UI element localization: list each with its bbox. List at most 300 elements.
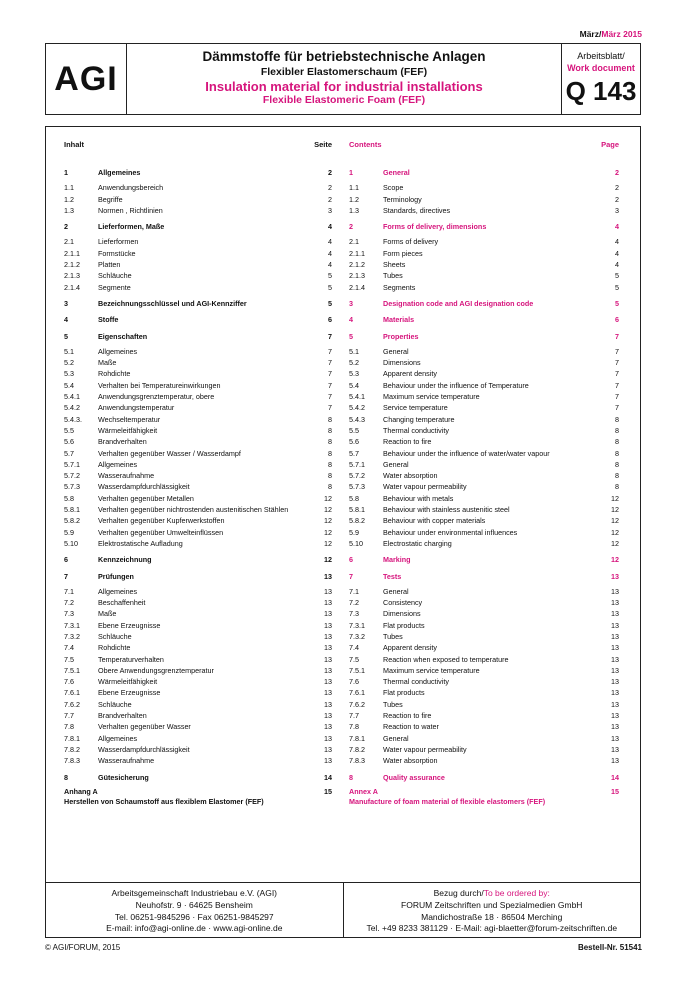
toc-entry-title: Verhalten gegenüber Wasser / Wasserdampf bbox=[98, 448, 241, 458]
toc-entry bbox=[64, 538, 332, 549]
order-by-de: Bezug durch/ bbox=[433, 888, 484, 898]
toc-section-heading bbox=[64, 331, 332, 342]
toc-header-en bbox=[349, 140, 619, 162]
toc-entry bbox=[64, 380, 332, 391]
toc-entry-title: Anwendungsgrenztemperatur, obere bbox=[98, 392, 215, 402]
toc-entry-page: 7 bbox=[328, 358, 332, 368]
toc-entry-page: 4 bbox=[615, 237, 619, 247]
toc-header-de bbox=[64, 140, 332, 162]
toc-entry-page: 12 bbox=[324, 493, 332, 503]
toc-entry-number: 7.4 bbox=[64, 643, 74, 653]
toc-entry-page: 12 bbox=[611, 527, 619, 537]
order-number: Bestell-Nr. 51541 bbox=[577, 943, 642, 952]
copyright-notice: © AGI/FORUM, 2015 bbox=[45, 943, 121, 952]
toc-entry bbox=[349, 608, 619, 619]
agi-phone: Tel. 06251-9845296 · Fax 06251-9845297 bbox=[114, 911, 274, 922]
toc-entry-number: 7.5.1 bbox=[349, 665, 365, 675]
toc-entry bbox=[64, 259, 332, 270]
toc-entry-number: 1.1 bbox=[349, 183, 359, 193]
toc-entry-page: 13 bbox=[611, 598, 619, 608]
toc-entry-number: 2.1.4 bbox=[64, 282, 80, 292]
toc-entry bbox=[64, 654, 332, 665]
toc-entry bbox=[349, 380, 619, 391]
toc-entry-title: Maße bbox=[98, 358, 117, 368]
toc-entry-number: 5.10 bbox=[64, 538, 78, 548]
toc-entry-page: 13 bbox=[611, 643, 619, 653]
toc-entry-title: Anwendungsbereich bbox=[98, 183, 164, 193]
toc-entry-number: 5.9 bbox=[349, 527, 359, 537]
toc-entry-number: 5.8.1 bbox=[64, 505, 80, 515]
toc-entry-page: 2 bbox=[615, 168, 619, 177]
toc-entry-number: 6 bbox=[349, 555, 353, 565]
toc-entry-title: Dimensions bbox=[383, 609, 421, 619]
toc-entry bbox=[64, 687, 332, 698]
toc-entry-title: Verhalten gegenüber nichtrostenden austenitischen Stählen bbox=[98, 505, 289, 515]
toc-entry bbox=[64, 665, 332, 676]
toc-entry-title: Kennzeichnung bbox=[98, 555, 152, 565]
toc-entry-title: Service temperature bbox=[383, 403, 448, 413]
toc-entry-page: 5 bbox=[328, 271, 332, 281]
toc-entry-title: Quality assurance bbox=[383, 772, 445, 782]
title-en: Insulation material for industrial installations bbox=[205, 79, 483, 94]
toc-entry-number: 5.4.3 bbox=[349, 414, 365, 424]
toc-entry-number: 7.8.1 bbox=[64, 733, 80, 743]
toc-entry-page: 13 bbox=[611, 722, 619, 732]
toc-entry-page: 12 bbox=[324, 538, 332, 548]
toc-entry-page: 13 bbox=[611, 654, 619, 664]
toc-entry-page: 6 bbox=[328, 315, 332, 325]
table-of-contents bbox=[45, 126, 641, 883]
toc-entry-number: 7.3.1 bbox=[349, 620, 365, 630]
toc-entry bbox=[349, 597, 619, 608]
toc-entry-number: 5.7.1 bbox=[349, 459, 365, 469]
toc-entry-title: Forms of delivery, dimensions bbox=[383, 222, 487, 232]
toc-entry-page: 13 bbox=[324, 571, 332, 581]
toc-entry bbox=[349, 642, 619, 653]
toc-entry-page: 13 bbox=[324, 609, 332, 619]
toc-entry-page: 7 bbox=[615, 392, 619, 402]
toc-entry-page: 12 bbox=[324, 527, 332, 537]
toc-entry-title: General bbox=[383, 168, 410, 177]
toc-entry-page: 8 bbox=[615, 425, 619, 435]
toc-entry-title: Standards, directives bbox=[383, 205, 451, 215]
toc-entry-title: Stoffe bbox=[98, 315, 119, 325]
toc-entry-title: Behaviour with copper materials bbox=[383, 516, 486, 526]
toc-entry-page: 13 bbox=[611, 631, 619, 641]
toc-entry bbox=[64, 436, 332, 447]
toc-entry-number: 5.5 bbox=[349, 425, 359, 435]
toc-entry bbox=[64, 182, 332, 193]
toc-entry-page: 13 bbox=[611, 699, 619, 709]
toc-entry-page: 7 bbox=[328, 369, 332, 379]
toc-entry bbox=[64, 236, 332, 247]
toc-entry-page: 7 bbox=[328, 380, 332, 390]
toc-entry-page: 7 bbox=[615, 346, 619, 356]
toc-entry-title: Water absorption bbox=[383, 471, 438, 481]
toc-entry-title: Rohdichte bbox=[98, 369, 131, 379]
toc-entry-number: 7.8 bbox=[64, 722, 74, 732]
toc-entry bbox=[64, 270, 332, 281]
toc-entry-page: 12 bbox=[611, 555, 619, 565]
toc-entry bbox=[349, 459, 619, 470]
toc-entry-page: 13 bbox=[611, 733, 619, 743]
toc-entry-number: 5.2 bbox=[64, 358, 74, 368]
sheet-number: Q 143 bbox=[565, 76, 637, 106]
toc-entry-number: 2.1 bbox=[349, 237, 359, 247]
toc-entry-number: 5.4.1 bbox=[64, 392, 80, 402]
toc-entry-page: 13 bbox=[324, 722, 332, 732]
toc-entry bbox=[64, 527, 332, 538]
toc-entry-number: 5.4 bbox=[64, 380, 74, 390]
toc-entry bbox=[349, 259, 619, 270]
toc-entry-title: Behaviour under the influence of water/water vapour bbox=[383, 448, 550, 458]
toc-entry-number: 7.8.3 bbox=[64, 756, 80, 766]
toc-entry-number: 5.7.2 bbox=[349, 471, 365, 481]
toc-section-heading bbox=[64, 772, 332, 783]
toc-entry-page: 13 bbox=[324, 711, 332, 721]
toc-entry-title: Wärmeleitfähigkeit bbox=[98, 425, 158, 435]
toc-entry bbox=[349, 504, 619, 515]
toc-entry-number: 5.2 bbox=[349, 358, 359, 368]
document-header bbox=[45, 43, 641, 115]
toc-section-heading bbox=[349, 772, 619, 783]
toc-entry-page: 13 bbox=[324, 654, 332, 664]
annex-entry-en bbox=[349, 787, 619, 807]
toc-entry-page: 7 bbox=[615, 403, 619, 413]
toc-entry-page: 13 bbox=[611, 665, 619, 675]
toc-entry-page: 13 bbox=[324, 631, 332, 641]
toc-entry-number: 2.1.3 bbox=[64, 271, 80, 281]
toc-entry bbox=[349, 282, 619, 293]
toc-entry-page: 4 bbox=[328, 237, 332, 247]
toc-entry-page: 13 bbox=[324, 699, 332, 709]
toc-entry-page: 8 bbox=[328, 448, 332, 458]
toc-entry-title: Forms of delivery bbox=[383, 237, 439, 247]
toc-entry-page: 12 bbox=[611, 505, 619, 515]
toc-entry bbox=[349, 699, 619, 710]
toc-section-heading bbox=[349, 314, 619, 325]
toc-column-german bbox=[64, 140, 332, 807]
toc-section-heading bbox=[349, 554, 619, 565]
toc-entry bbox=[64, 642, 332, 653]
toc-entry bbox=[64, 597, 332, 608]
toc-page-label-en: Page bbox=[601, 140, 619, 149]
sheet-label-de: Arbeitsblatt/ bbox=[577, 51, 625, 61]
toc-entry-title: General bbox=[383, 586, 409, 596]
toc-entry-title: Allgemeines bbox=[98, 459, 138, 469]
annex-page-de: 15 bbox=[324, 786, 332, 796]
subtitle-en: Flexible Elastomeric Foam (FEF) bbox=[262, 94, 426, 106]
toc-entry-page: 5 bbox=[615, 271, 619, 281]
toc-entry-page: 13 bbox=[611, 711, 619, 721]
toc-entry-page: 13 bbox=[324, 586, 332, 596]
toc-entry-number: 7.4 bbox=[349, 643, 359, 653]
toc-entry-page: 7 bbox=[615, 358, 619, 368]
toc-entry-number: 7.3.2 bbox=[349, 631, 365, 641]
toc-entry-title: Allgemeines bbox=[98, 346, 138, 356]
toc-entry-page: 8 bbox=[615, 437, 619, 447]
toc-entry-number: 2.1.1 bbox=[64, 248, 80, 258]
sheet-id-block bbox=[562, 44, 640, 114]
toc-entry-number: 7.6.2 bbox=[64, 699, 80, 709]
toc-entry bbox=[349, 236, 619, 247]
toc-entry-number: 7.5 bbox=[349, 654, 359, 664]
publisher-address: Mandichostraße 18 · 86504 Merching bbox=[421, 911, 563, 922]
toc-entry-title: Behaviour with stainless austenitic steel bbox=[383, 505, 510, 515]
toc-entry-title: Behaviour under environmental influences bbox=[383, 527, 518, 537]
toc-section-heading bbox=[349, 167, 619, 178]
toc-entry-page: 12 bbox=[324, 505, 332, 515]
toc-entry-title: Normen , Richtlinien bbox=[98, 205, 163, 215]
toc-entry-page: 12 bbox=[324, 516, 332, 526]
toc-entry bbox=[64, 631, 332, 642]
toc-entry-page: 13 bbox=[324, 620, 332, 630]
toc-entry bbox=[64, 194, 332, 205]
toc-entry-number: 7.3 bbox=[349, 609, 359, 619]
toc-entry bbox=[349, 425, 619, 436]
toc-entry-number: 1.3 bbox=[349, 205, 359, 215]
toc-entry-number: 5.4.3. bbox=[64, 414, 82, 424]
toc-entry-title: Apparent density bbox=[383, 643, 437, 653]
toc-entry-page: 12 bbox=[611, 493, 619, 503]
toc-entry-title: Verhalten gegenüber Metallen bbox=[98, 493, 194, 503]
toc-entry-number: 2.1.2 bbox=[64, 260, 80, 270]
toc-entry-page: 2 bbox=[328, 168, 332, 177]
toc-entry-title: Verhalten gegenüber Wasser bbox=[98, 722, 191, 732]
toc-entry bbox=[64, 346, 332, 357]
toc-section-heading bbox=[64, 554, 332, 565]
toc-entry-title: Maße bbox=[98, 609, 117, 619]
toc-entry bbox=[64, 205, 332, 216]
toc-entry-page: 13 bbox=[611, 571, 619, 581]
toc-entry-page: 8 bbox=[615, 414, 619, 424]
toc-entry-number: 2.1.1 bbox=[349, 248, 365, 258]
toc-entry-number: 7.3 bbox=[64, 609, 74, 619]
toc-entry bbox=[349, 248, 619, 259]
toc-entry-page: 13 bbox=[611, 620, 619, 630]
toc-entry-title: Allgemeines bbox=[98, 733, 138, 743]
toc-entry-number: 2.1.4 bbox=[349, 282, 365, 292]
toc-entry-title: Flat products bbox=[383, 688, 425, 698]
toc-entry bbox=[64, 470, 332, 481]
toc-entry-title: Rohdichte bbox=[98, 643, 131, 653]
annex-label-de: Anhang A bbox=[64, 786, 98, 796]
toc-entry-title: Water absorption bbox=[383, 756, 438, 766]
toc-entry-title: Terminology bbox=[383, 194, 422, 204]
toc-entry-page: 6 bbox=[615, 315, 619, 325]
toc-entry-number: 5.4.1 bbox=[349, 392, 365, 402]
toc-entry-number: 1.3 bbox=[64, 205, 74, 215]
toc-entry bbox=[349, 402, 619, 413]
toc-entry-page: 7 bbox=[615, 380, 619, 390]
toc-entry-number: 7.3.1 bbox=[64, 620, 80, 630]
toc-entry-page: 7 bbox=[328, 403, 332, 413]
toc-entry-title: Verhalten bei Temperatureinwirkungen bbox=[98, 380, 221, 390]
toc-entry bbox=[349, 368, 619, 379]
toc-entry-number: 1.1 bbox=[64, 183, 74, 193]
toc-entry bbox=[349, 270, 619, 281]
toc-entry-number: 7.8.3 bbox=[349, 756, 365, 766]
toc-entry-page: 13 bbox=[324, 665, 332, 675]
toc-entry-number: 7.7 bbox=[349, 711, 359, 721]
toc-section-heading bbox=[349, 571, 619, 582]
toc-entry-number: 5.8.1 bbox=[349, 505, 365, 515]
toc-entry-number: 5.10 bbox=[349, 538, 363, 548]
toc-entry-number: 7.2 bbox=[64, 598, 74, 608]
toc-entry-title: Allgemeines bbox=[98, 586, 138, 596]
toc-section-heading bbox=[64, 221, 332, 232]
toc-entry-title: Gütesicherung bbox=[98, 772, 149, 782]
toc-entry-title: Wasseraufnahme bbox=[98, 756, 155, 766]
toc-entry-page: 7 bbox=[615, 331, 619, 341]
toc-entry bbox=[349, 710, 619, 721]
toc-entry bbox=[64, 493, 332, 504]
title-de: Dämmstoffe für betriebstechnische Anlagen bbox=[202, 49, 486, 64]
order-by-en: To be ordered by: bbox=[483, 888, 550, 898]
toc-entry-title: Elektrostatische Aufladung bbox=[98, 538, 183, 548]
toc-entry bbox=[349, 448, 619, 459]
toc-entry-number: 1 bbox=[64, 168, 68, 177]
toc-entry-page: 5 bbox=[615, 298, 619, 308]
toc-entry-title: Reaction to fire bbox=[383, 437, 432, 447]
agi-org-name: Arbeitsgemeinschaft Industriebau e.V. (AGI) bbox=[111, 888, 278, 898]
toc-entry-number: 5.4 bbox=[349, 380, 359, 390]
toc-entry-number: 7 bbox=[349, 571, 353, 581]
toc-entry bbox=[64, 368, 332, 379]
toc-heading-de: Inhalt bbox=[64, 140, 84, 149]
toc-entry-number: 1.2 bbox=[349, 194, 359, 204]
toc-entry-page: 3 bbox=[615, 205, 619, 215]
toc-entry-page: 12 bbox=[611, 538, 619, 548]
toc-entry-title: Reaction when exposed to temperature bbox=[383, 654, 509, 664]
toc-entry bbox=[349, 493, 619, 504]
toc-entry bbox=[64, 676, 332, 687]
toc-section-heading bbox=[349, 331, 619, 342]
toc-entry bbox=[349, 654, 619, 665]
toc-entries-de bbox=[64, 167, 332, 783]
toc-entry-title: Wasserdampfdurchlässigkeit bbox=[98, 744, 190, 754]
toc-entry-title: Water vapour permeability bbox=[383, 744, 467, 754]
toc-entry-number: 7.8 bbox=[349, 722, 359, 732]
toc-entry-number: 5.5 bbox=[64, 425, 74, 435]
toc-entry-title: Form pieces bbox=[383, 248, 423, 258]
toc-entry bbox=[349, 346, 619, 357]
toc-entry-title: Brandverhalten bbox=[98, 711, 147, 721]
toc-entry-page: 4 bbox=[615, 222, 619, 232]
toc-entry-title: Ebene Erzeugnisse bbox=[98, 620, 161, 630]
toc-entry-page: 8 bbox=[615, 448, 619, 458]
toc-entry bbox=[64, 459, 332, 470]
publisher-agi-block bbox=[46, 883, 344, 937]
toc-entry-number: 5.4.2 bbox=[349, 403, 365, 413]
toc-entry-title: Reaction to fire bbox=[383, 711, 432, 721]
toc-entry-title: Segments bbox=[383, 282, 416, 292]
toc-entry bbox=[64, 248, 332, 259]
toc-entry-page: 4 bbox=[328, 260, 332, 270]
toc-entry bbox=[64, 504, 332, 515]
toc-entry-title: Electrostatic charging bbox=[383, 538, 452, 548]
toc-entry bbox=[64, 282, 332, 293]
annex-title-en: Manufacture of foam material of flexible elastomers (FEF) bbox=[349, 796, 546, 806]
toc-entry bbox=[349, 687, 619, 698]
toc-entry-title: Anwendungstemperatur bbox=[98, 403, 175, 413]
toc-entry-page: 13 bbox=[324, 598, 332, 608]
toc-entry-page: 7 bbox=[328, 392, 332, 402]
toc-entry-number: 5.8.2 bbox=[64, 516, 80, 526]
toc-entry-number: 7 bbox=[64, 571, 68, 581]
toc-entry-number: 2 bbox=[349, 222, 353, 232]
toc-entry-title: Apparent density bbox=[383, 369, 437, 379]
date-de: März/ bbox=[579, 29, 602, 39]
toc-entry-page: 8 bbox=[328, 425, 332, 435]
toc-section-heading bbox=[64, 298, 332, 309]
toc-entry bbox=[64, 721, 332, 732]
toc-entry-number: 7.5.1 bbox=[64, 665, 80, 675]
publisher-contact: Tel. +49 8233 381129 · E-Mail: agi-blaetter@forum-zeitschriften.de bbox=[366, 923, 618, 934]
toc-page-label-de: Seite bbox=[314, 140, 332, 149]
toc-entry-number: 7.1 bbox=[64, 586, 74, 596]
toc-entry-page: 2 bbox=[615, 183, 619, 193]
toc-entry-page: 13 bbox=[611, 677, 619, 687]
toc-entry-page: 13 bbox=[324, 643, 332, 653]
toc-entry-page: 8 bbox=[615, 459, 619, 469]
publisher-name: FORUM Zeitschriften und Spezialmedien GmbH bbox=[401, 899, 583, 910]
toc-entry-page: 13 bbox=[611, 609, 619, 619]
toc-entry-page: 13 bbox=[611, 586, 619, 596]
toc-entry-number: 8 bbox=[64, 772, 68, 782]
toc-entry-number: 5.8 bbox=[64, 493, 74, 503]
toc-entry bbox=[349, 515, 619, 526]
toc-entry-number: 1.2 bbox=[64, 194, 74, 204]
toc-entry-title: Segmente bbox=[98, 282, 131, 292]
toc-entry-title: Properties bbox=[383, 331, 419, 341]
toc-entry-number: 7.6.2 bbox=[349, 699, 365, 709]
toc-entry-number: 7.7 bbox=[64, 711, 74, 721]
toc-entry-title: Tubes bbox=[383, 631, 403, 641]
toc-entry bbox=[349, 182, 619, 193]
toc-entry-number: 5.1 bbox=[349, 346, 359, 356]
toc-entry-page: 5 bbox=[328, 298, 332, 308]
toc-entry-title: Behaviour with metals bbox=[383, 493, 454, 503]
toc-entry-page: 4 bbox=[615, 248, 619, 258]
toc-entry bbox=[64, 414, 332, 425]
toc-entry bbox=[349, 481, 619, 492]
toc-entry-number: 5.4.2 bbox=[64, 403, 80, 413]
toc-entry bbox=[64, 608, 332, 619]
toc-entry-number: 5.8.2 bbox=[349, 516, 365, 526]
toc-entry-number: 2.1 bbox=[64, 237, 74, 247]
toc-entry bbox=[64, 755, 332, 766]
toc-entry-number: 5.3 bbox=[349, 369, 359, 379]
toc-entry-page: 8 bbox=[328, 437, 332, 447]
sheet-label-en: Work document bbox=[567, 63, 635, 73]
toc-entry-title: Tests bbox=[383, 571, 402, 581]
toc-entry-title: Allgemeines bbox=[98, 168, 141, 177]
document-date bbox=[580, 29, 642, 39]
toc-entry-page: 2 bbox=[328, 194, 332, 204]
toc-entry bbox=[349, 586, 619, 597]
subtitle-de: Flexibler Elastomerschaum (FEF) bbox=[260, 66, 428, 78]
toc-entry bbox=[64, 744, 332, 755]
toc-entry-number: 2 bbox=[64, 222, 68, 232]
toc-entry-number: 5.7.2 bbox=[64, 471, 80, 481]
toc-section-heading bbox=[349, 221, 619, 232]
toc-entry bbox=[349, 391, 619, 402]
toc-entry-number: 7.8.2 bbox=[64, 744, 80, 754]
toc-entry-number: 5.6 bbox=[349, 437, 359, 447]
toc-entry-page: 13 bbox=[324, 677, 332, 687]
toc-entry-page: 2 bbox=[328, 183, 332, 193]
